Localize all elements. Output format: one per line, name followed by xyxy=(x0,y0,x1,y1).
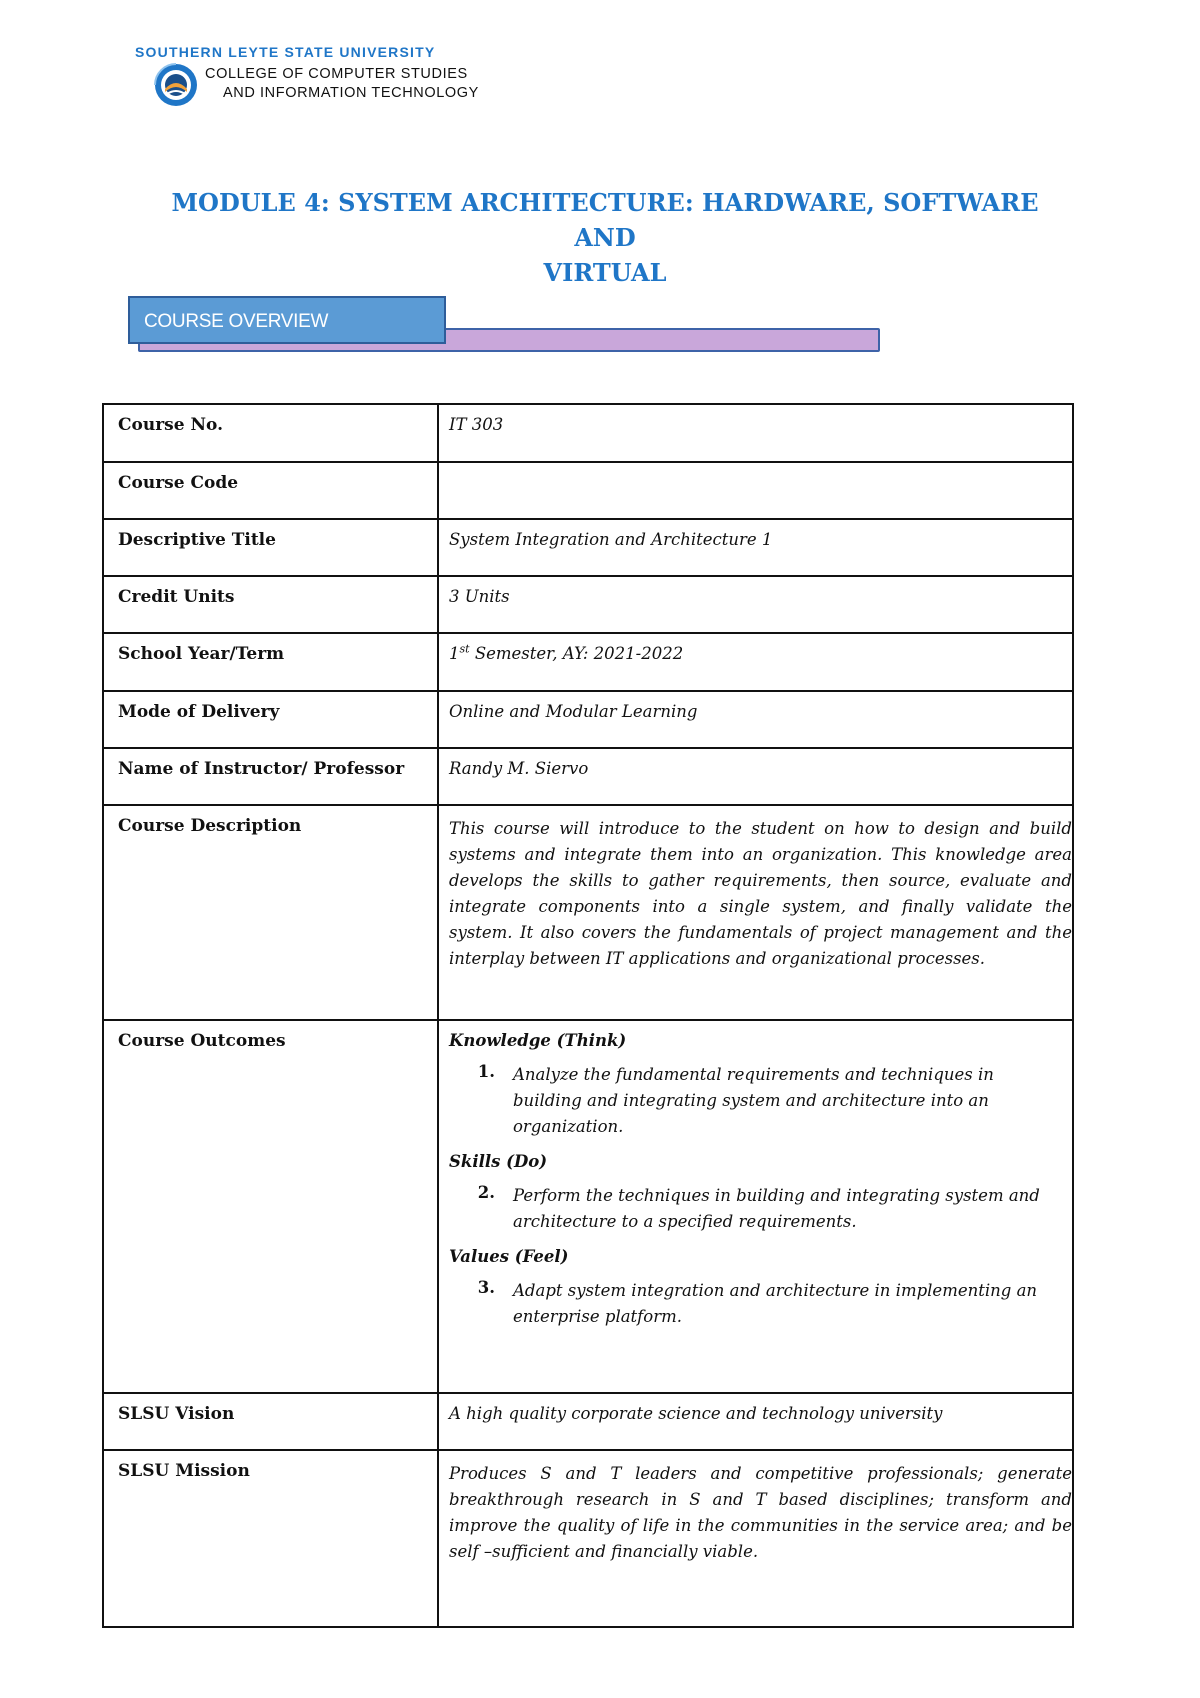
table-row xyxy=(103,1393,1073,1450)
university-name: SOUTHERN LEYTE STATE UNIVERSITY xyxy=(135,44,436,60)
school-year-ordinal-suffix: st xyxy=(459,642,470,656)
outcome-number: 2. xyxy=(477,1183,495,1202)
course-description-value: This course will introduce to the student on how to design and build systems and integrate them into an organization. This knowledge area develops the skills to gather requirements, then source, evaluate and integrate components into a single system, and finally validate the system. It also covers the fundamentals of project management and the interplay between IT applications and organizational processes. xyxy=(438,805,1073,1020)
college-name-line1: COLLEGE OF COMPUTER STUDIES xyxy=(205,66,468,82)
outcome-text: Perform the techniques in building and integrating system and architecture to a specified requirements. xyxy=(513,1186,1040,1231)
slsu-logo-icon xyxy=(153,62,199,108)
descriptive-title-label: Descriptive Title xyxy=(103,519,438,576)
table-row xyxy=(103,691,1073,748)
outcome-heading-values: Values (Feel) xyxy=(449,1247,569,1266)
school-year-term: Semester, AY: 2021-2022 xyxy=(469,644,684,663)
module-title-line1: MODULE 4: SYSTEM ARCHITECTURE: HARDWARE, SOFTWARE AND xyxy=(171,188,1039,252)
instructor-label: Name of Instructor/ Professor xyxy=(103,748,438,805)
outcome-item xyxy=(449,1062,1072,1140)
course-no-value: IT 303 xyxy=(438,404,1073,462)
mode-of-delivery-label: Mode of Delivery xyxy=(103,691,438,748)
banner-tab xyxy=(128,296,446,344)
table-row xyxy=(103,748,1073,805)
outcome-heading-skills: Skills (Do) xyxy=(449,1152,548,1171)
descriptive-title-value: System Integration and Architecture 1 xyxy=(438,519,1073,576)
course-description-label: Course Description xyxy=(103,805,438,1020)
table-row xyxy=(103,805,1073,1020)
course-code-label: Course Code xyxy=(103,462,438,519)
course-outcomes-label: Course Outcomes xyxy=(103,1020,438,1393)
outcome-item xyxy=(449,1278,1072,1330)
outcome-heading-knowledge: Knowledge (Think) xyxy=(449,1031,627,1050)
school-year-value xyxy=(438,633,1073,691)
mode-of-delivery-value: Online and Modular Learning xyxy=(438,691,1073,748)
course-overview-banner xyxy=(128,294,876,356)
course-overview-table xyxy=(102,403,1074,1628)
school-year-label: School Year/Term xyxy=(103,633,438,691)
module-title xyxy=(150,185,1060,290)
table-row xyxy=(103,462,1073,519)
table-row xyxy=(103,1450,1073,1627)
slsu-mission-label: SLSU Mission xyxy=(103,1450,438,1627)
outcome-number: 1. xyxy=(477,1062,495,1081)
slsu-vision-label: SLSU Vision xyxy=(103,1393,438,1450)
module-title-line2: VIRTUAL xyxy=(543,258,667,287)
outcome-text: Adapt system integration and architecture in implementing an enterprise platform. xyxy=(513,1281,1038,1326)
slsu-mission-value: Produces S and T leaders and competitive professionals; generate breakthrough research in S and T based disciplines; transform and improve the quality of life in the communities in the service area; and be self –sufficient and financially viable. xyxy=(438,1450,1073,1627)
banner-label: COURSE OVERVIEW xyxy=(144,311,329,332)
table-row xyxy=(103,404,1073,462)
course-no-label: Course No. xyxy=(103,404,438,462)
course-outcomes-value xyxy=(438,1020,1073,1393)
instructor-value: Randy M. Siervo xyxy=(438,748,1073,805)
credit-units-label: Credit Units xyxy=(103,576,438,633)
outcome-item xyxy=(449,1183,1072,1235)
outcome-text: Analyze the fundamental requirements and techniques in building and integrating system and architecture into an organization. xyxy=(513,1065,994,1136)
university-header xyxy=(135,44,655,114)
school-year-ordinal: 1 xyxy=(449,644,460,663)
outcome-number: 3. xyxy=(477,1278,495,1297)
table-row xyxy=(103,519,1073,576)
credit-units-value: 3 Units xyxy=(438,576,1073,633)
table-row xyxy=(103,1020,1073,1393)
college-name-line2: AND INFORMATION TECHNOLOGY xyxy=(223,85,479,101)
slsu-vision-value: A high quality corporate science and technology university xyxy=(438,1393,1073,1450)
table-row xyxy=(103,576,1073,633)
table-row xyxy=(103,633,1073,691)
course-code-value xyxy=(438,462,1073,519)
